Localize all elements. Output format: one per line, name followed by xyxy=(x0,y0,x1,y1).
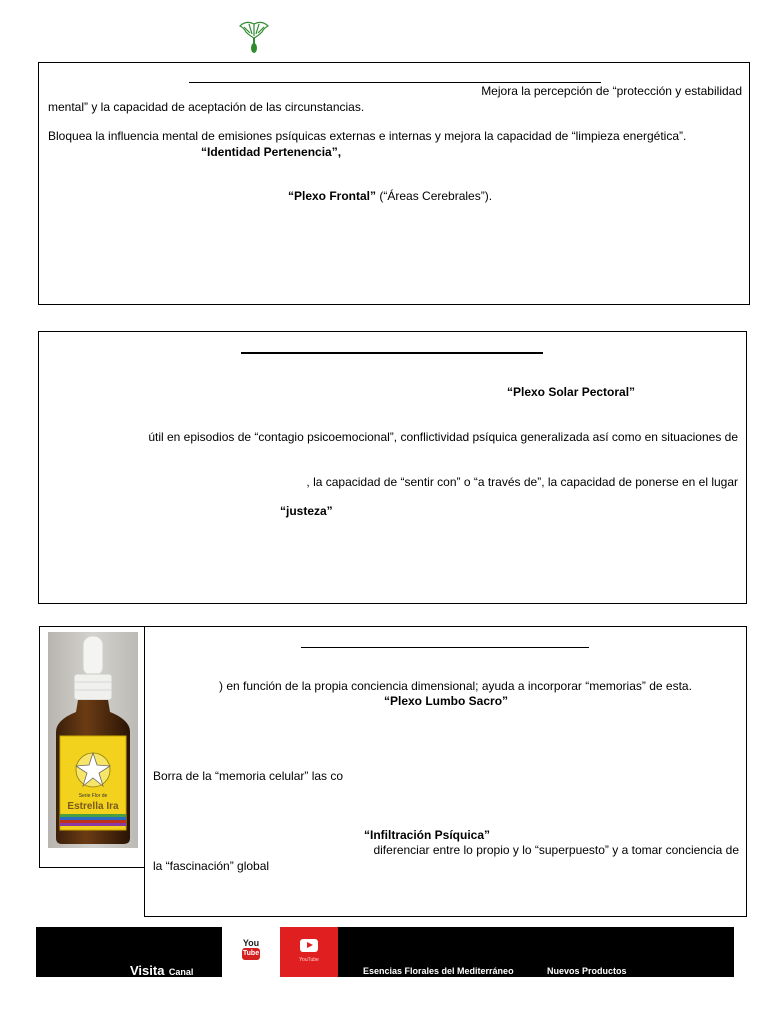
justeza: “justeza” xyxy=(280,504,333,518)
banner-esencias[interactable]: Esencias Florales del Mediterráneo xyxy=(363,966,514,976)
section-3-line-2: Borra de la “memoria celular” las co xyxy=(153,769,344,783)
plexo-frontal: “Plexo Frontal” xyxy=(288,189,377,203)
areas-cerebrales: (“Áreas Cerebrales”). xyxy=(376,189,493,203)
youtube-small-text: YouTube xyxy=(299,957,319,963)
banner-nuevos-productos[interactable]: Nuevos Productos xyxy=(547,966,627,976)
youtube-you-text: You xyxy=(242,938,260,948)
identidad-pertenencia: “Identidad Pertenencia”, xyxy=(201,145,342,159)
section-1-line-1: Mejora la percepción de “protección y estabilidad xyxy=(481,84,742,98)
plexo-lumbo-sacro: “Plexo Lumbo Sacro” xyxy=(384,694,509,708)
section-1-box xyxy=(38,62,750,305)
flower-logo-icon xyxy=(236,18,272,58)
bottle-label-name: Estrella Ira xyxy=(67,801,119,812)
play-button-icon xyxy=(300,939,318,952)
section-2-rule xyxy=(241,352,543,354)
section-3-rule xyxy=(301,647,589,648)
plexo-frontal-line xyxy=(288,189,492,203)
section-3-line-3: diferenciar entre lo propio y lo “superpuesto” y a tomar conciencia de xyxy=(373,843,739,857)
section-3-line-1: ) en función de la propia conciencia dimensional; ayuda a incorporar “memorias” de esta. xyxy=(219,679,692,693)
bottle-label-series: Serie Flor de xyxy=(78,793,108,799)
section-3-line-4: la “fascinación” global xyxy=(153,859,270,873)
youtube-logo-classic[interactable] xyxy=(222,927,280,977)
section-2-line-1: útil en episodios de “contagio psicoemocional”, conflictividad psíquica generalizada así como en situaciones de xyxy=(148,430,738,444)
banner-visita: Visita Canal xyxy=(130,963,194,978)
plexo-solar-pectoral: “Plexo Solar Pectoral” xyxy=(507,385,636,399)
section-1-line-2: mental” y la capacidad de aceptación de las circunstancias. xyxy=(48,100,365,114)
section-2-box xyxy=(38,331,747,604)
essence-bottle-image xyxy=(48,632,138,848)
youtube-tube-badge: Tube xyxy=(242,948,260,960)
infiltracion-psiquica: “Infiltración Psíquica” xyxy=(364,828,491,842)
youtube-logo-modern[interactable] xyxy=(280,927,338,977)
section-1-line-3: Bloquea la influencia mental de emisiones psíquicas externas e internas y mejora la capacidad de “limpieza energética”. xyxy=(48,129,687,143)
section-2-line-2: , la capacidad de “sentir con” o “a través de”, la capacidad de ponerse en el lugar xyxy=(306,475,738,489)
section-1-rule xyxy=(189,82,601,83)
